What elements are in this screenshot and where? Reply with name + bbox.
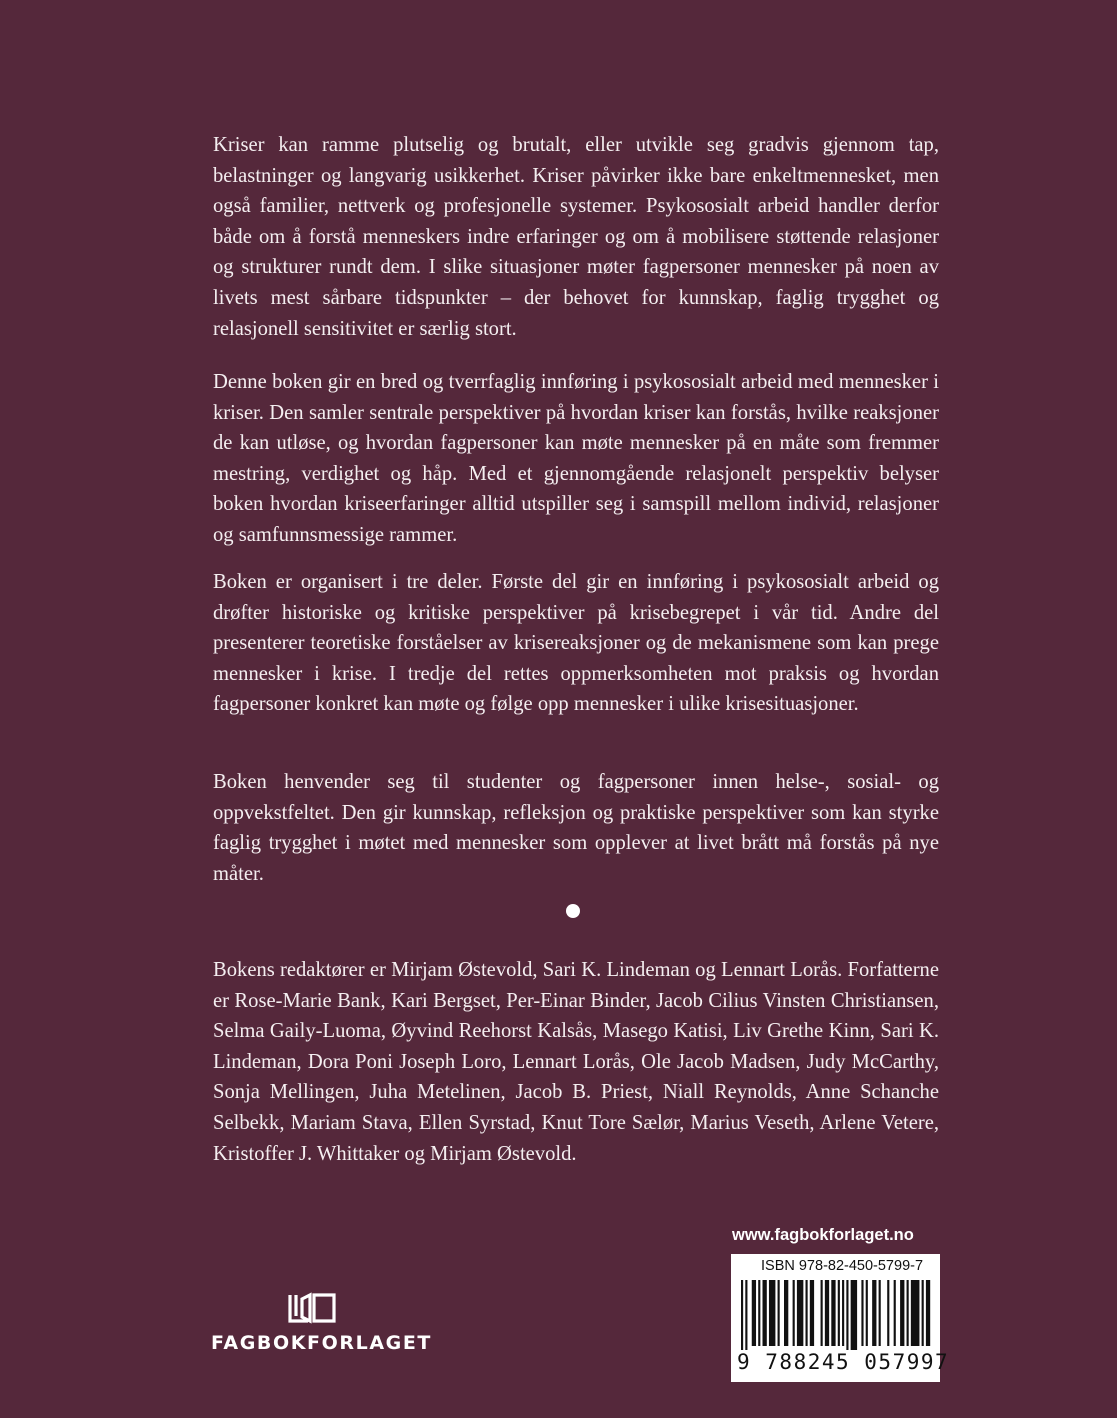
blurb-paragraph-4	[213, 767, 939, 889]
barcode-bar	[879, 1280, 881, 1346]
barcode-bar	[900, 1280, 904, 1346]
barcode-bar	[793, 1280, 795, 1346]
open-book-logo-icon	[286, 1292, 338, 1324]
blurb-paragraph-1	[213, 130, 939, 344]
paragraph-text: Denne boken gir en bred og tverrfaglig innføring i psykososialt arbeid med mennesker i kriser. Den samler sentrale perspektiver på hvordan kriser kan forstås, hvilke reaksjoner de kan utløse, og hvordan fagpersoner kan møte mennesker på en måte som fremmer mestring, verdighet og håp. Med et gjennomgående relasjonelt perspektiv belyser boken hvordan kriseerfaringer alltid utspiller seg i samspill mellom individ, relasjoner og samfunnsmessige rammer.	[213, 371, 939, 546]
barcode-bar	[887, 1280, 889, 1346]
publisher-website: www.fagbokforlaget.no	[732, 1226, 914, 1244]
barcode-bar	[922, 1280, 924, 1346]
barcode-bar	[894, 1280, 896, 1346]
paragraph-text: Kriser kan ramme plutselig og brutalt, eller utvikle seg gradvis gjennom tap, belastninger og langvarig usikkerhet. Kriser påvirker ikke bare enkeltmennesket, men også familier, nettverk og profesjonelle systemer. Psykososialt arbeid handler derfor både om å forstå menneskers indre erfaringer og om å mobilisere støttende relasjoner og strukturer rundt dem. I slike situasjoner møter fagpersoner mennesker på noen av livets mest sårbare tidspunkter – der behovet for kunnskap, faglig trygghet og relasjonell sensitivitet er særlig stort.	[213, 134, 939, 340]
barcode-bar	[872, 1280, 876, 1346]
barcode-bar	[778, 1280, 780, 1346]
barcode-bar	[821, 1280, 823, 1346]
barcode-bars	[739, 1280, 933, 1350]
contributors-paragraph	[213, 955, 939, 1169]
paragraph-text: Boken henvender seg til studenter og fagpersoner innen helse-, sosial- og oppvekstfeltet. Den gir kunnskap, refleksjon og praktiske perspektiver som kan styrke faglig trygghet i møtet med mennesker som opplever at livet brått må forstås på nye måter.	[213, 771, 939, 885]
barcode-digits: 9 788245 057997	[737, 1350, 950, 1374]
barcode-bar	[831, 1280, 835, 1346]
barcode-bar	[797, 1280, 803, 1346]
section-divider-dot	[566, 904, 580, 918]
barcode-bar	[911, 1280, 920, 1346]
paragraph-text: Bokens redaktører er Mirjam Østevold, Sari K. Lindeman og Lennart Lorås. Forfatterne er Rose-Marie Bank, Kari Bergset, Per-Einar Binder, Jacob Cilius Vinsten Christiansen, Selma Gaily-Luoma, Øyvind Reehorst Kalsås, Masego Katisi, Liv Grethe Kinn, Sari K. Lindeman, Dora Poni Joseph Loro, Lennart Lorås, Ole Jacob Madsen, Judy McCarthy, Sonja Mellingen, Juha Metelinen, Jacob B. Priest, Niall Reynolds, Anne Schanche Selbekk, Mariam Stava, Ellen Syrstad, Knut Tore Sælør, Marius Veseth, Arlene Vetere, Kristoffer J. Whittaker og Mirjam Østevold.	[213, 959, 939, 1165]
barcode-bar	[806, 1280, 808, 1346]
barcode-bar	[861, 1280, 863, 1346]
barcode-bar	[866, 1280, 868, 1346]
barcode-bar	[907, 1280, 909, 1346]
barcode-bar	[763, 1280, 767, 1346]
barcode-bar	[842, 1280, 844, 1346]
barcode-bar	[825, 1280, 829, 1346]
barcode-bar	[769, 1280, 775, 1346]
barcode-bar	[784, 1280, 788, 1346]
publisher-name: FAGBOKFORLAGET	[211, 1332, 432, 1354]
blurb-paragraph-3	[213, 567, 939, 720]
barcode-bar	[810, 1280, 814, 1346]
paragraph-text: Boken er organisert i tre deler. Første del gir en innføring i psykososialt arbeid og drøfter historiske og kritiske perspektiver på krisebegrepet i vår tid. Andre del presenterer teoretiske forståelser av krisereaksjoner og de mekanismene som kan prege mennesker i krise. I tredje del rettes oppmerksomheten mot praksis og hvordan fagpersoner konkret kan møte og følge opp mennesker i ulike krisesituasjoner.	[213, 571, 939, 716]
barcode-bar	[926, 1280, 930, 1346]
barcode-bar	[741, 1280, 743, 1350]
barcode-bar	[758, 1280, 760, 1346]
isbn-label: ISBN 978-82-450-5799-7	[761, 1258, 924, 1274]
barcode-bar	[752, 1280, 756, 1346]
blurb-paragraph-2	[213, 367, 939, 551]
barcode-bar	[851, 1280, 857, 1350]
barcode-bar	[838, 1280, 840, 1346]
publisher-logo	[211, 1292, 432, 1362]
isbn-barcode	[731, 1254, 950, 1382]
barcode-bar	[846, 1280, 848, 1350]
barcode-bar	[745, 1280, 747, 1350]
